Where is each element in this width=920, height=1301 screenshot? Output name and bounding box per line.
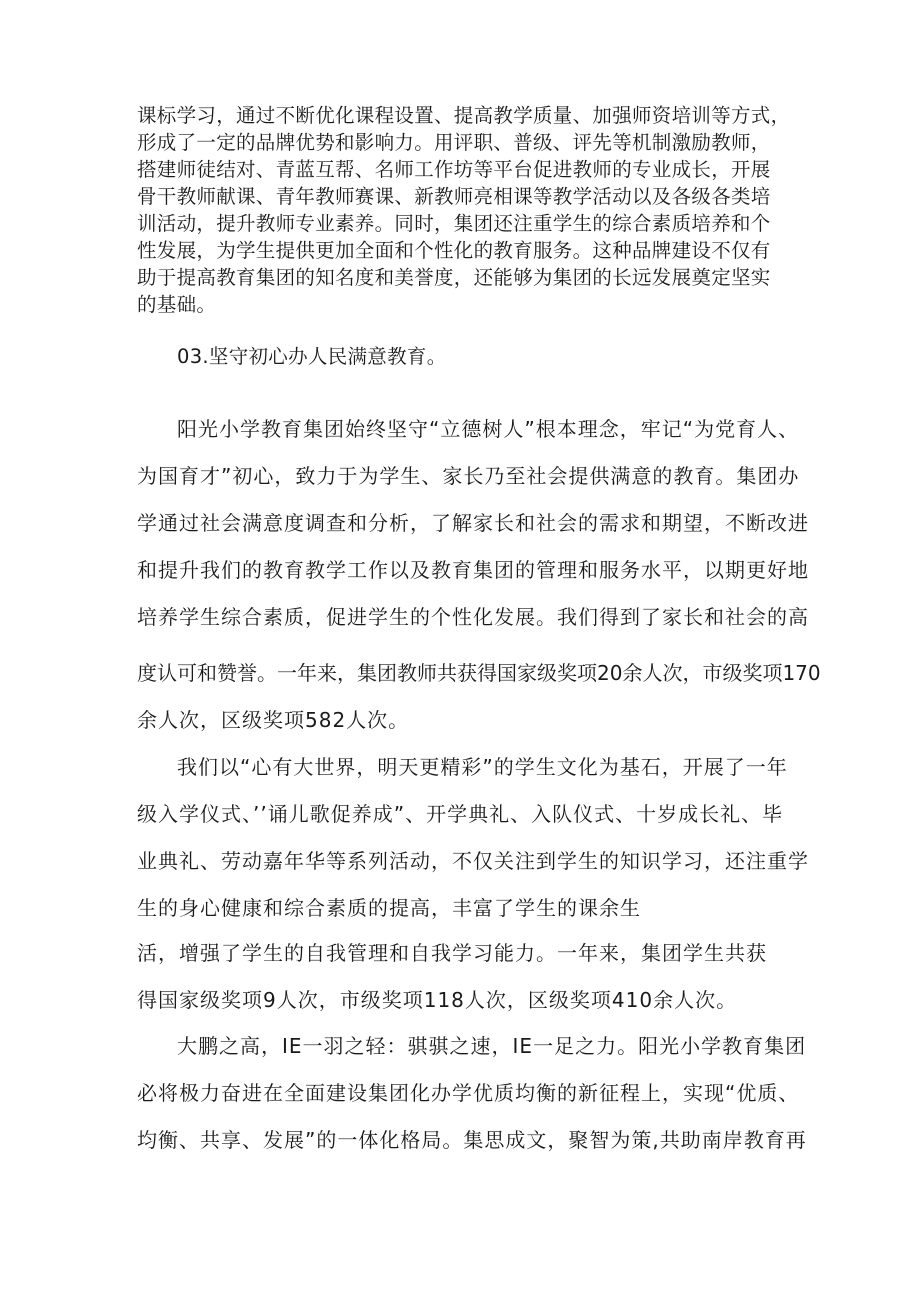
- paragraph-line: 我们以“心有大世界，明天更精彩”的学生文化为基石，开展了一年: [177, 755, 788, 779]
- paragraph-line: 生的身心健康和综合素质的提高，丰富了学生的课余生: [137, 896, 641, 920]
- section-heading: 03.坚守初心办人民满意教育。: [177, 345, 447, 368]
- paragraph-line: 搭建师徒结对、青蓝互帮、名师工作坊等平台促进教师的专业成长，开展: [137, 158, 771, 181]
- paragraph-line: 的基础。: [137, 293, 217, 316]
- paragraph-line: 培养学生综合素质，促进学生的个性化发展。我们得到了家长和社会的高: [137, 605, 809, 629]
- paragraph-line: 课标学习，通过不断优化课程设置、提高教学质量、加强师资培训等方式，: [137, 104, 791, 127]
- paragraph-line: 形成了一定的品牌优势和影响力。用评职、普级、评先等机制激励教师，: [137, 131, 771, 154]
- paragraph-line: 骨干教师献课、青年教师赛课、新教师亮相课等教学活动以及各级各类培: [137, 185, 771, 208]
- paragraph-line: 训活动，提升教师专业素养。同时，集团还注重学生的综合素质培养和个: [137, 212, 771, 235]
- paragraph-line: 业典礼、劳动嘉年华等系列活动，不仅关注到学生的知识学习，还注重学: [137, 849, 809, 873]
- paragraph-line: 活，增强了学生的自我管理和自我学习能力。一年来，集团学生共获: [137, 941, 767, 965]
- paragraph-line: 均衡、共享、发展”的一体化格局。集思成文，聚智为策,共助南岸教育再: [137, 1128, 807, 1152]
- paragraph-line: 级入学仪式、’’诵儿歌促养成”、开学典礼、入队仪式、十岁成长礼、毕: [137, 802, 784, 826]
- paragraph-line: 性发展，为学生提供更加全面和个性化的教育服务。这种品牌建设不仅有: [137, 239, 771, 262]
- paragraph-line: 为国育才”初心，致力于为学生、家长乃至社会提供满意的教育。集团办: [137, 464, 800, 488]
- paragraph-line: 度认可和赞誉。一年来，集团教师共获得国家级奖项20余人次，市级奖项170: [137, 661, 821, 685]
- paragraph-line: 助于提高教育集团的知名度和美誉度，还能够为集团的长远发展奠定坚实: [137, 266, 771, 289]
- paragraph-line: 大鹏之高，IE一羽之轻：骐骐之速，IE一足之力。阳光小学教育集团: [177, 1034, 807, 1058]
- paragraph-line: 必将极力奋进在全面建设集团化办学优质均衡的新征程上，实现“优质、: [137, 1081, 800, 1105]
- paragraph-line: 学通过社会满意度调查和分析，了解家长和社会的需求和期望，不断改进: [137, 511, 809, 535]
- paragraph-line: 得国家级奖项9人次，市级奖项118人次，区级奖项410余人次。: [137, 988, 738, 1012]
- paragraph-line: 阳光小学教育集团始终坚守“立德树人”根本理念，牢记“为党育人、: [177, 417, 800, 441]
- paragraph-line: 和提升我们的教育教学工作以及教育集团的管理和服务水平，以期更好地: [137, 558, 809, 582]
- paragraph-line: 余人次，区级奖项582人次。: [137, 708, 410, 732]
